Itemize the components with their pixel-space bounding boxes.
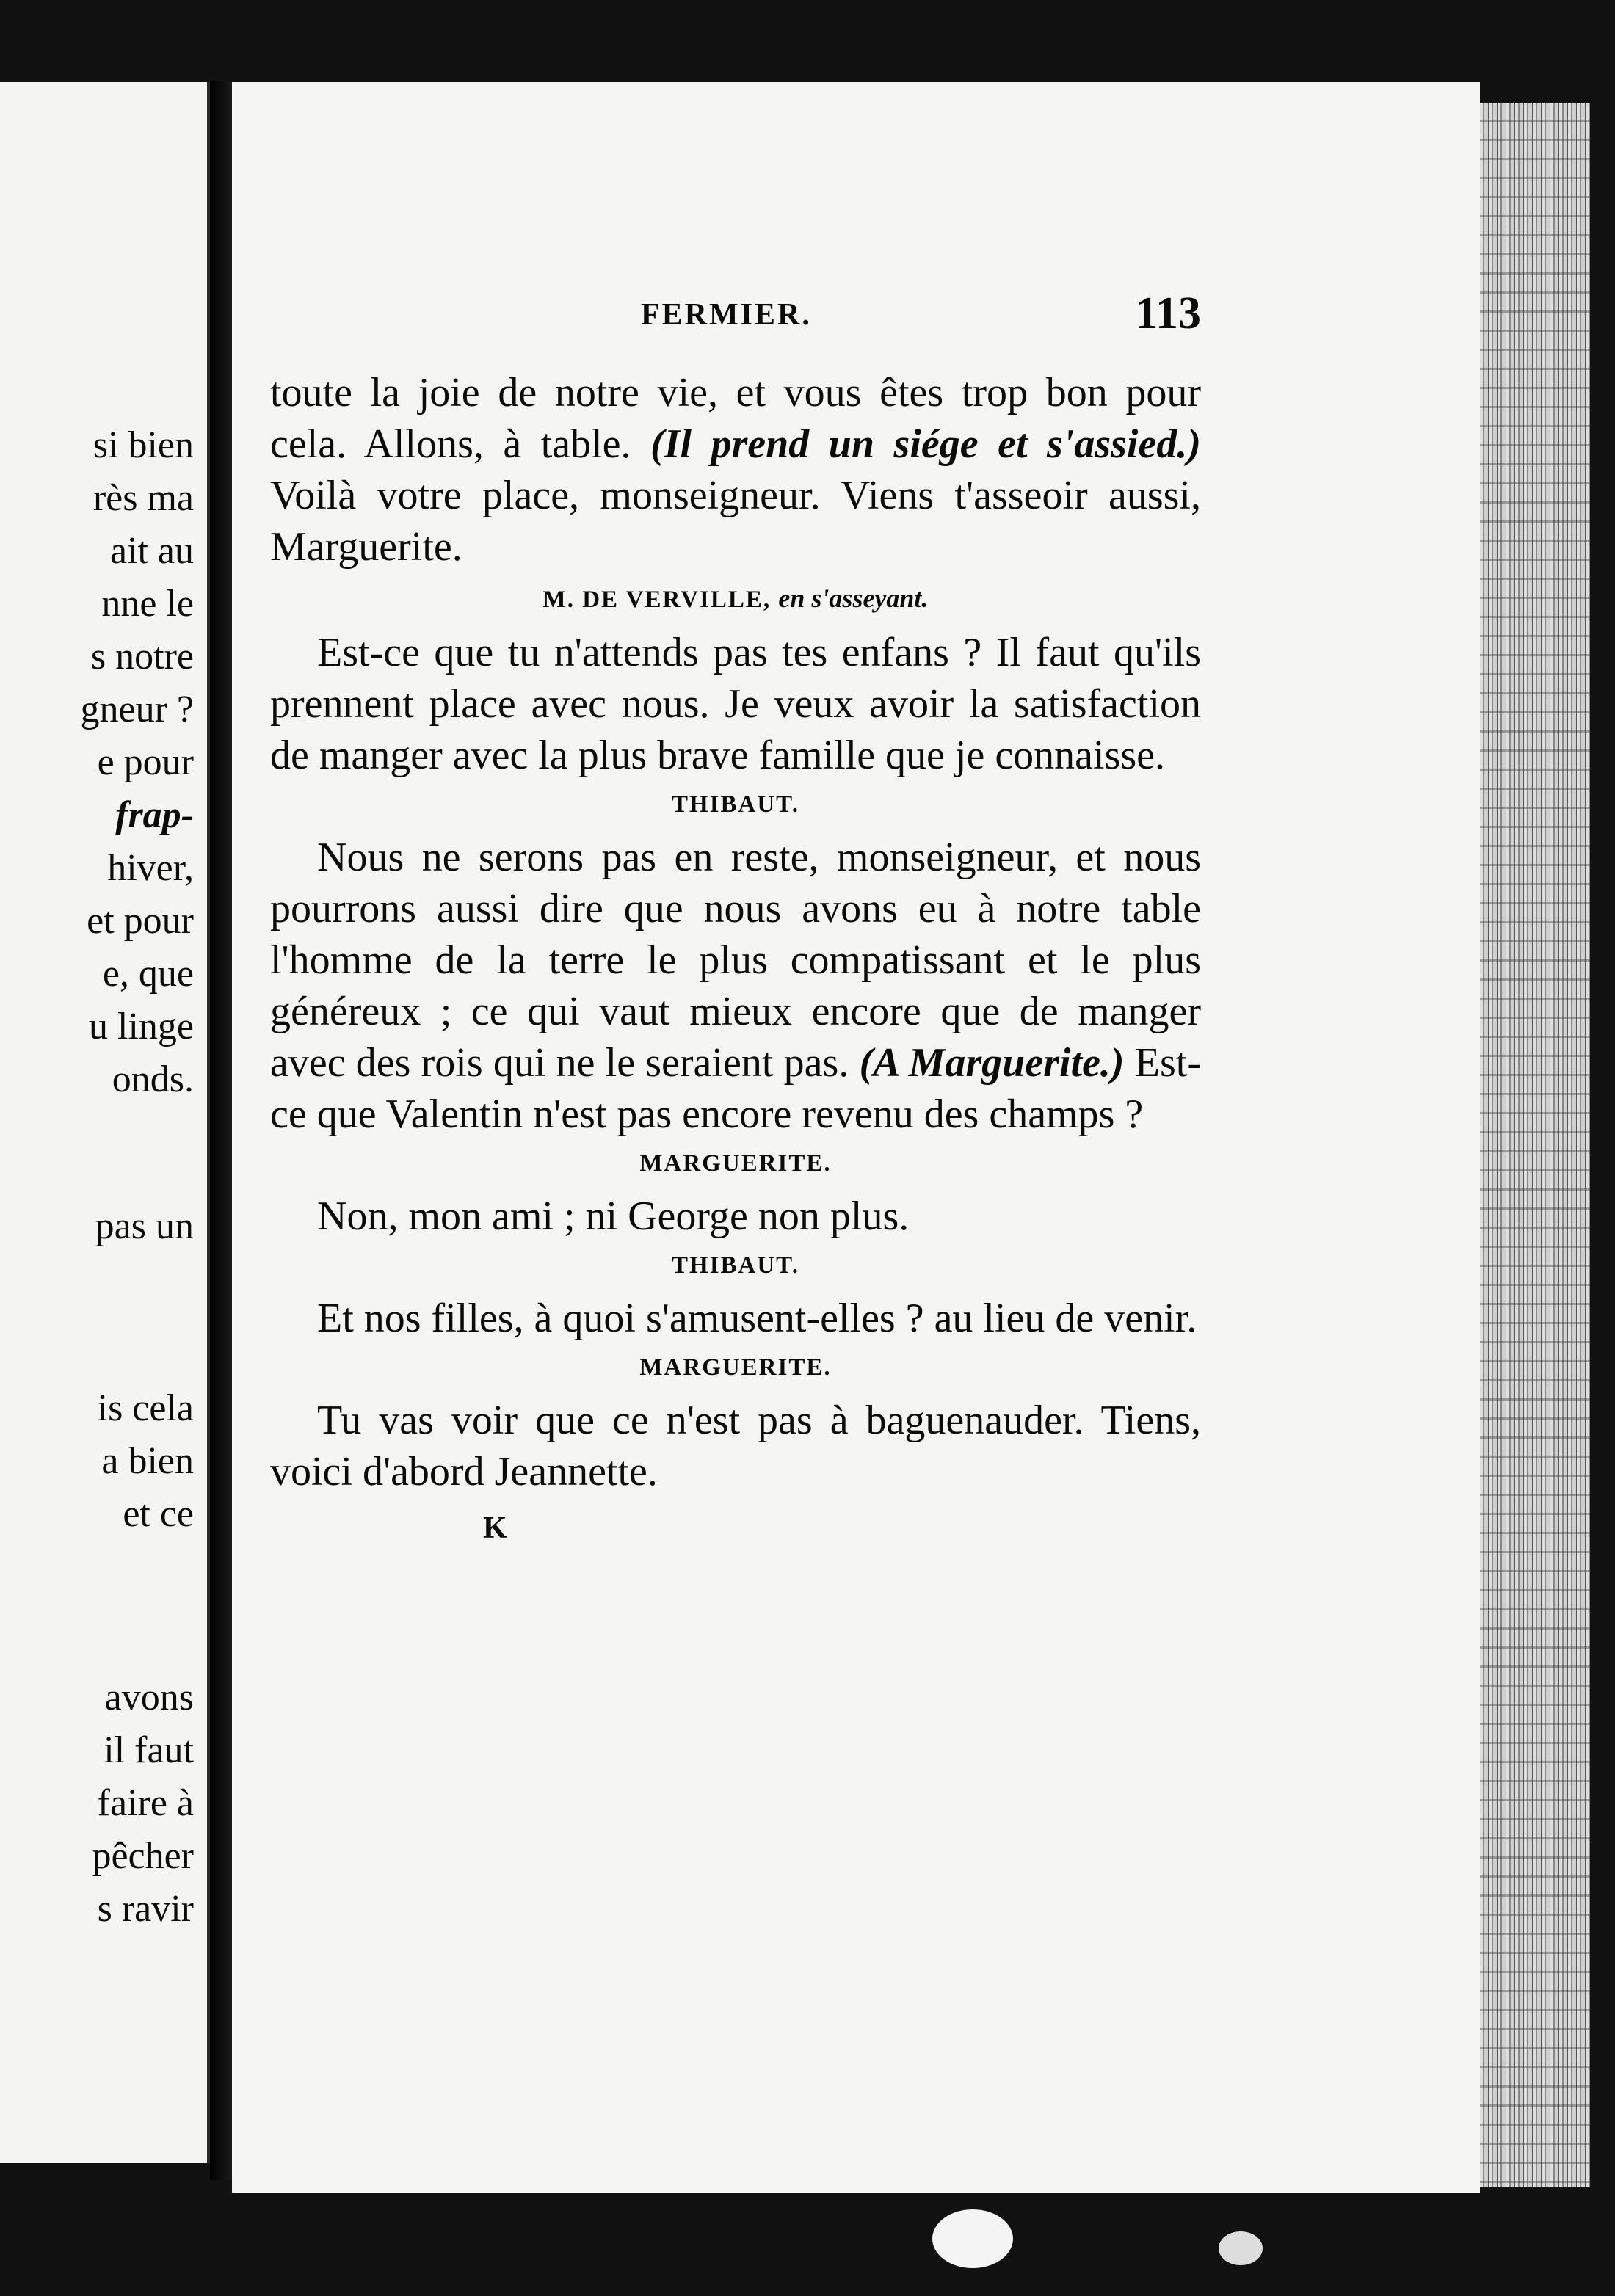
left-fragment: frap-	[115, 794, 194, 836]
left-fragment: et pour	[87, 900, 194, 942]
running-head: FERMIER.	[641, 298, 812, 332]
paper-speck	[1219, 2231, 1263, 2265]
page-text	[270, 288, 1201, 1546]
page-header	[270, 288, 1201, 367]
speaker-name	[270, 583, 1201, 614]
left-fragment: s ravir	[97, 1888, 194, 1930]
left-fragment: faire à	[97, 1782, 194, 1824]
left-fragment: s notre	[90, 636, 194, 677]
left-fragment: nne le	[101, 583, 194, 625]
left-fragment: e pour	[97, 741, 194, 783]
left-fragment: gneur ?	[80, 689, 194, 730]
dialogue-paragraph: Non, mon ami ; ni George non plus.	[317, 1194, 910, 1239]
left-fragment: u linge	[89, 1006, 194, 1047]
speaker-label: M. DE VERVILLE,	[542, 586, 772, 613]
page-edges	[1480, 103, 1590, 2187]
left-fragment: avons	[104, 1676, 194, 1718]
left-page	[0, 82, 210, 2163]
dialogue-paragraph	[270, 367, 1201, 573]
speaker-name: MARGUERITE.	[639, 1354, 832, 1381]
dialogue-text: Est-ce que Valentin n'est pas encore revenu des champs ?	[270, 1040, 1201, 1137]
left-fragment: onds.	[112, 1058, 194, 1100]
left-fragment: et ce	[123, 1493, 194, 1535]
stage-direction: en s'asseyant.	[778, 584, 929, 613]
left-fragment: hiver,	[107, 847, 194, 889]
left-fragment: e, que	[102, 953, 194, 995]
speaker-name: THIBAUT.	[671, 791, 799, 818]
paper-speck	[932, 2209, 1013, 2268]
dialogue-paragraph: Tu vas voir que ce n'est pas à baguenauder. Tiens, voici d'abord Jeannette.	[270, 1398, 1201, 1494]
left-fragment: rès ma	[92, 477, 194, 519]
dialogue-paragraph: Est-ce que tu n'attends pas tes enfans ? Il faut qu'ils prennent place avec nous. Je veux avoir la satisfaction de manger avec la plus brave famille que je connaisse.	[270, 630, 1201, 778]
dialogue-paragraph: Et nos filles, à quoi s'amusent-elles ? au lieu de venir.	[317, 1296, 1197, 1341]
stage-direction: (A Marguerite.)	[859, 1040, 1125, 1086]
signature-mark: K	[483, 1511, 507, 1545]
dialogue-text: Voilà votre place, monseigneur. Viens t'asseoir aussi, Marguerite.	[270, 473, 1201, 570]
dialogue-text: Nous ne serons pas en reste, monseigneur, et nous pourrons aussi dire que nous avons eu à notre table l'homme de la terre le plus compatissant et le plus généreux ; ce qui vaut mieux encore que de manger avec des rois qui ne le seraient pas.	[270, 835, 1201, 1086]
dialogue-text: toute la joie de notre vie, et vous êtes trop bon pour cela. Allons, à table.	[270, 370, 1201, 467]
left-fragment: is cela	[97, 1387, 194, 1429]
dialogue-paragraph	[270, 832, 1201, 1140]
speaker-name: THIBAUT.	[671, 1252, 799, 1279]
stage-direction: (Il prend un siége et s'assied.)	[650, 421, 1201, 467]
left-fragment: a bien	[101, 1440, 194, 1482]
left-fragment: il faut	[104, 1729, 194, 1771]
left-fragment: pêcher	[92, 1835, 194, 1877]
speaker-name: MARGUERITE.	[639, 1150, 832, 1177]
left-fragment: pas un	[95, 1205, 194, 1247]
left-fragment: ait au	[109, 530, 194, 572]
left-fragment: si bien	[92, 424, 194, 466]
page-number: 113	[1135, 288, 1201, 338]
book-gutter	[210, 81, 232, 2180]
